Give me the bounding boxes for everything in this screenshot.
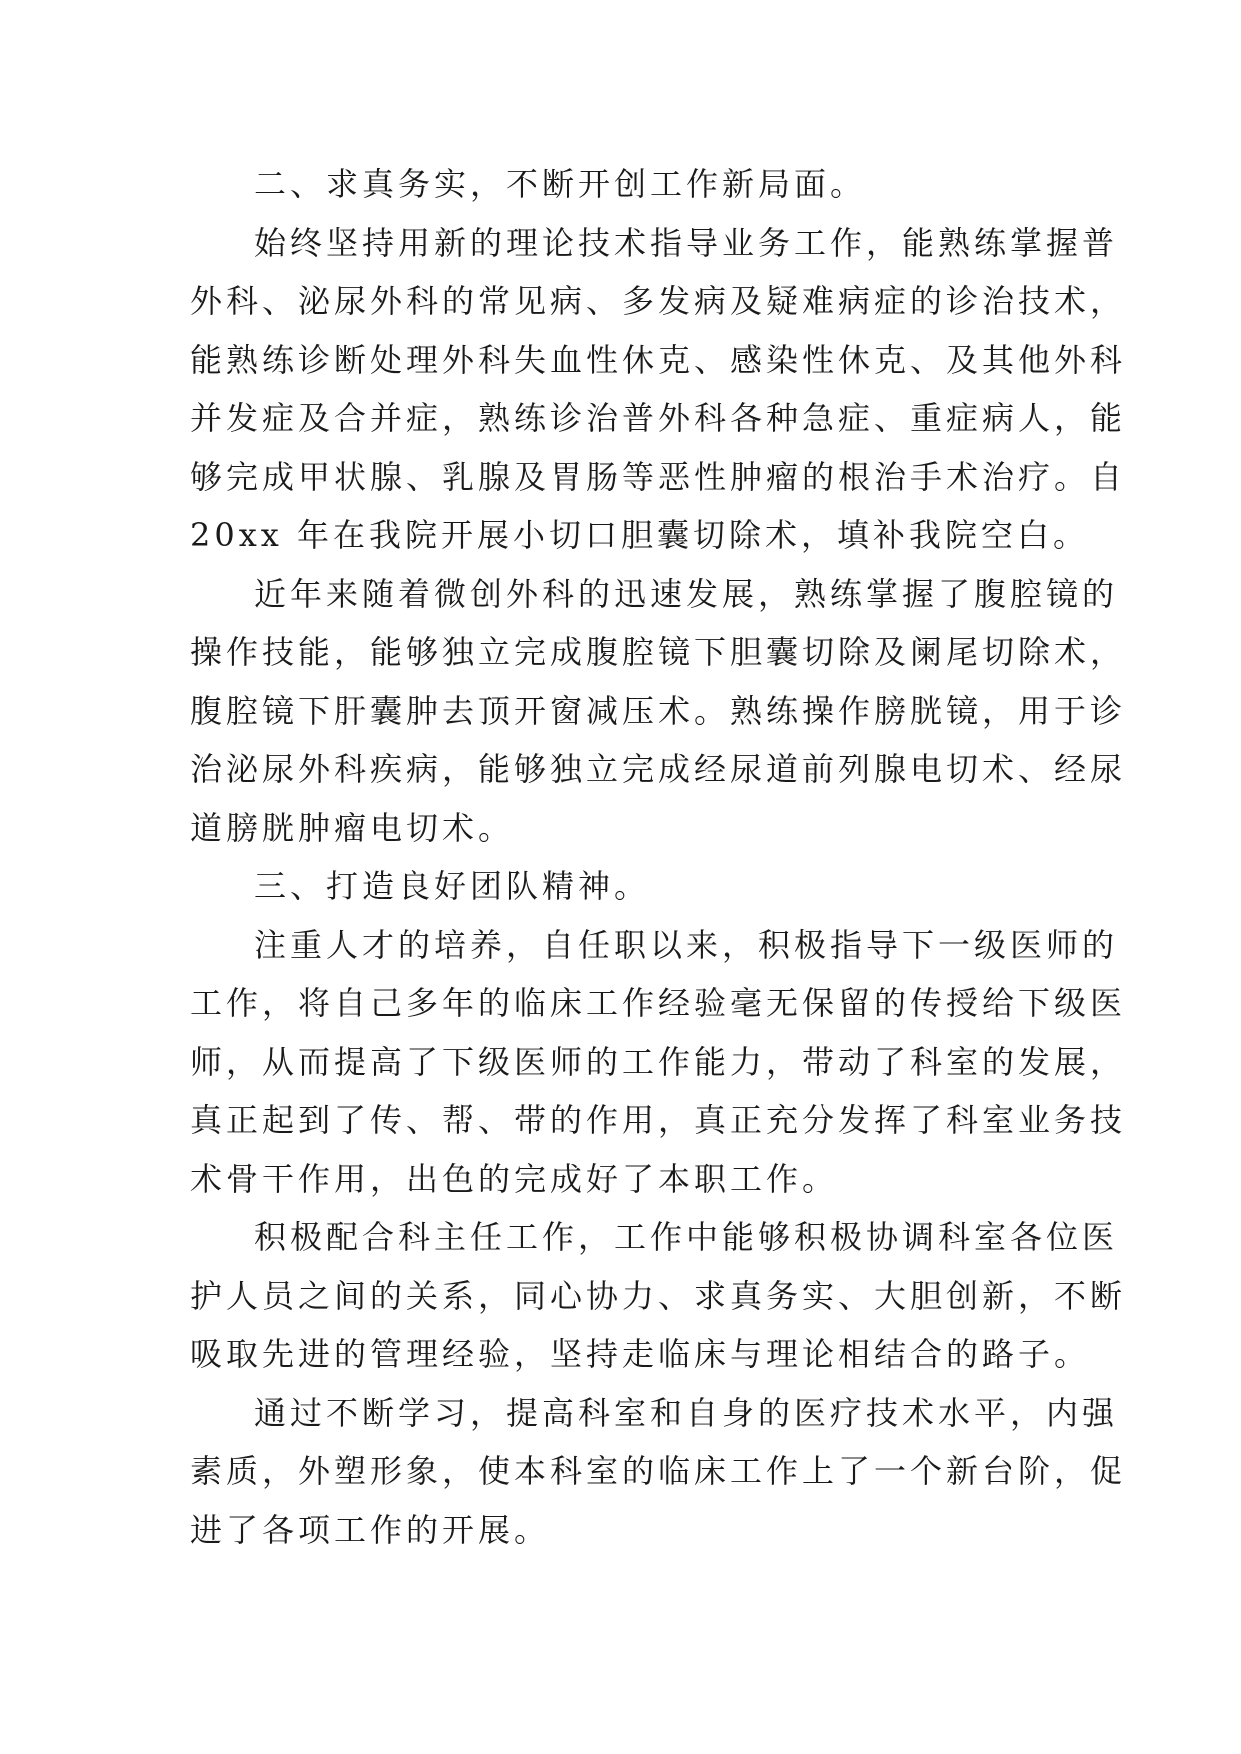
- text-line: 三、打造良好团队精神。: [254, 867, 651, 905]
- paragraph-minimally-invasive: [190, 565, 1127, 858]
- text-line: 能熟练诊断处理外科失血性休克、感染性休克、及其他外科: [190, 340, 1127, 379]
- paragraph-technical-skills: [190, 214, 1127, 565]
- text-line: 近年来随着微创外科的迅速发展，熟练掌握了腹腔镜的: [254, 574, 1119, 613]
- text-line: 术骨干作用，出色的完成好了本职工作。: [190, 1159, 839, 1198]
- text-line: 并发症及合并症，熟练诊治普外科各种急症、重症病人，能: [190, 399, 1127, 437]
- text-line: 进了各项工作的开展。: [190, 1510, 551, 1549]
- text-line: 够完成甲状腺、乳腺及胃肠等恶性肿瘤的根治手术治疗。自: [190, 457, 1127, 496]
- text-line: 二、求真务实，不断开创工作新局面。: [254, 165, 867, 203]
- text-line: 道膀胱肿瘤电切术。: [190, 808, 515, 847]
- paragraph-cooperation: [190, 1208, 1127, 1384]
- text-line: 治泌尿外科疾病，能够独立完成经尿道前列腺电切术、经尿: [190, 750, 1127, 788]
- text-line: 20xx 年在我院开展小切口胆囊切除术，填补我院空白。: [190, 516, 1089, 554]
- text-line: 始终坚持用新的理论技术指导业务工作，能熟练掌握普: [254, 223, 1119, 262]
- text-line: 师，从而提高了下级医师的工作能力，带动了科室的发展，: [190, 1042, 1127, 1081]
- text-line: 护人员之间的关系，同心协力、求真务实、大胆创新，不断: [190, 1276, 1127, 1315]
- paragraph-heading-3: [190, 857, 1070, 916]
- text-line: 操作技能，能够独立完成腹腔镜下胆囊切除及阑尾切除术，: [190, 633, 1127, 671]
- text-line: 通过不断学习，提高科室和自身的医疗技术水平，内强: [254, 1393, 1119, 1432]
- text-line: 真正起到了传、帮、带的作用，真正充分发挥了科室业务技: [190, 1101, 1127, 1139]
- text-line: 注重人才的培养，自任职以来，积极指导下一级医师的: [254, 925, 1119, 964]
- document-body: [190, 155, 1127, 1559]
- text-line: 素质，外塑形象，使本科室的临床工作上了一个新台阶，促: [190, 1452, 1127, 1490]
- text-line: 积极配合科主任工作，工作中能够积极协调科室各位医: [254, 1218, 1119, 1256]
- paragraph-talent-training: [190, 916, 1127, 1209]
- paragraph-heading-2: [190, 155, 1070, 214]
- text-line: 工作，将自己多年的临床工作经验毫无保留的传授给下级医: [190, 984, 1127, 1022]
- paragraph-continuous-learning: [190, 1384, 1127, 1560]
- text-line: 腹腔镜下肝囊肿去顶开窗减压术。熟练操作膀胱镜，用于诊: [190, 691, 1127, 730]
- text-line: 吸取先进的管理经验，坚持走临床与理论相结合的路子。: [190, 1335, 1091, 1373]
- text-line: 外科、泌尿外科的常见病、多发病及疑难病症的诊治技术，: [190, 282, 1127, 320]
